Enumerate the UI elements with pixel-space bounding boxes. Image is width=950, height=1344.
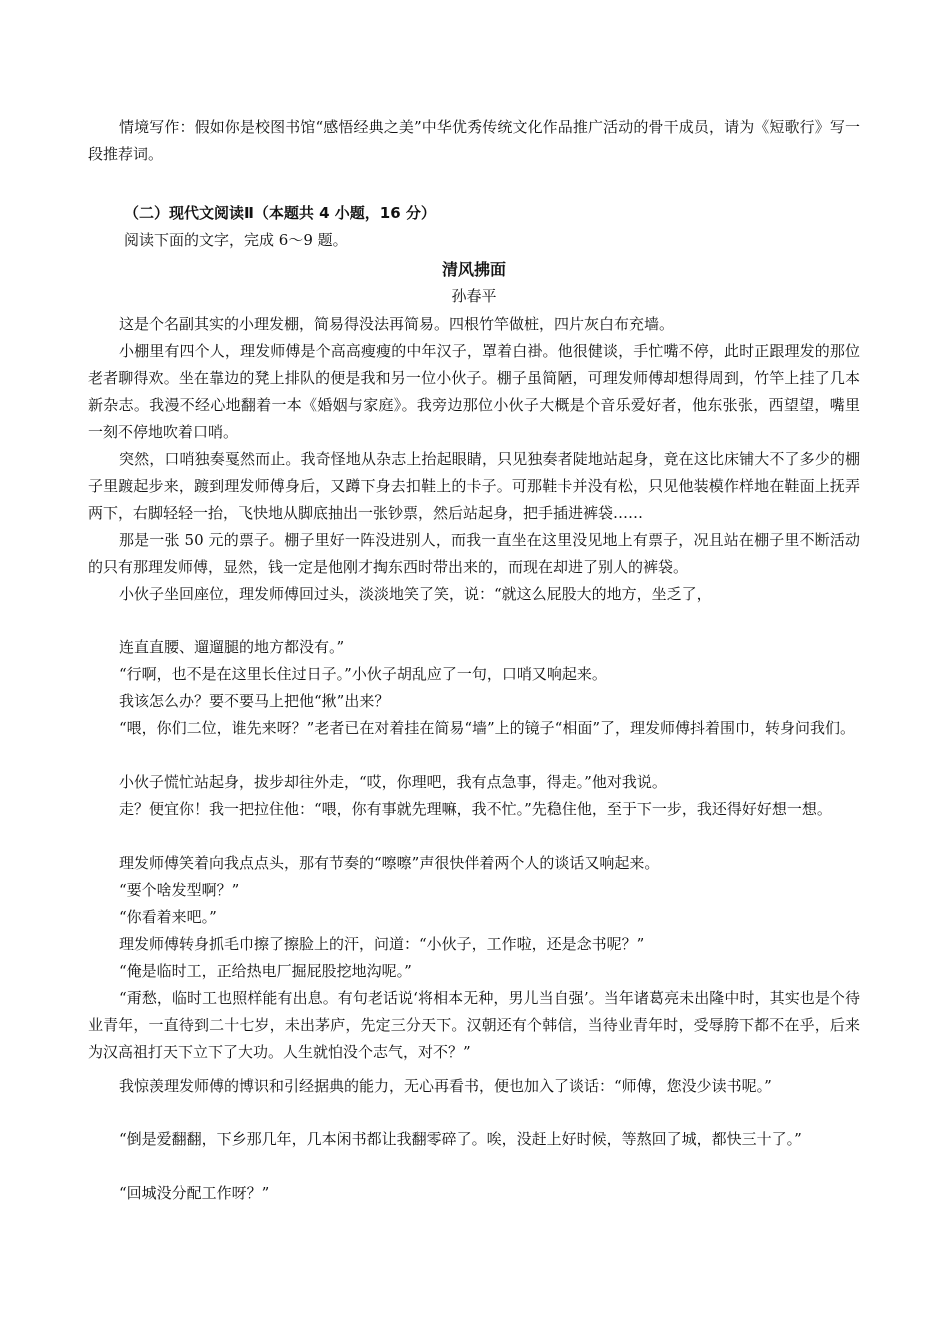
paragraph-14: “你看着来吧。” [119,908,217,926]
paragraph-16: “俺是临时工，正给热电厂掘屁股挖地沟呢。” [119,962,412,980]
paragraph-2: 小棚里有四个人，理发师傅是个高高瘦瘦的中年汉子，罩着白褂。他很健谈，手忙嘴不停，此时正跟理发的那位老者聊得欢。坐在靠边的凳上排队的便是我和另一位小伙子。棚子虽简陋，可理发师傅却想得周到，竹竿上挂了几本新杂志。我漫不经心地翻着一本《婚姻与家庭》。我旁边那位小伙子大概是个音乐爱好者，他东张张，西望望，嘴里一刻不停地吹着口哨。 [88,342,860,441]
paragraph-19: “倒是爱翻翻，下乡那几年，几本闲书都让我翻零碎了。唉，没赶上好时候，等熬回了城，都快三十了。” [119,1130,802,1148]
paragraph-4: 那是一张 50 元的票子。棚子里好一阵没进别人，而我一直坐在这里没见地上有票子，况且站在棚子里不断活动的只有那理发师傅，显然，钱一定是他刚才掏东西时带出来的，而现在却进了别人的裤袋。 [88,531,860,576]
paragraph-18: 我惊羡理发师傅的博识和引经据典的能力，无心再看书，便也加入了谈话：“师傅，您没少读书呢。” [119,1077,772,1095]
paragraph-10: 小伙子慌忙站起身，拔步却往外走，“哎，你理吧，我有点急事，得走。”他对我说。 [119,773,667,791]
writing-prompt: 情境写作：假如你是校图书馆“感悟经典之美”中华优秀传统文化作品推广活动的骨干成员，请为《短歌行》写一段推荐词。 [88,118,860,163]
section-heading: （二）现代文阅读Ⅱ（本题共 4 小题，16 分） [124,204,436,222]
paragraph-9: “喂，你们二位，谁先来呀？”老者已在对着挂在简易“墙”上的镜子“相面”了，理发师傅抖着围巾，转身问我们。 [119,719,856,737]
paragraph-20: “回城没分配工作呀？” [119,1184,270,1202]
paragraph-5: 小伙子坐回座位，理发师傅回过头，淡淡地笑了笑，说：“就这么屁股大的地方，坐乏了， [119,585,712,603]
paragraph-1: 这是个名副其实的小理发棚，简易得没法再简易。四根竹竿做桩，四片灰白布充墙。 [119,315,675,333]
paragraph-13: “要个啥发型啊？” [119,881,240,899]
paragraph-7: “行啊，也不是在这里长住过日子。”小伙子胡乱应了一句，口哨又响起来。 [119,665,607,683]
paragraph-11: 走？便宜你！我一把拉住他：“喂，你有事就先理嘛，我不忙。”先稳住他，至于下一步，我还得好好想一想。 [119,800,832,818]
paragraph-12: 理发师傅笑着向我点点头，那有节奏的“嚓嚓”声很快伴着两个人的谈话又响起来。 [119,854,660,872]
paragraph-8: 我该怎么办？要不要马上把他“揪”出来？ [119,692,390,710]
story-author: 孙春平 [451,287,497,305]
paragraph-17: “甭愁，临时工也照样能有出息。有句老话说‘将相本无种，男儿当自强’。当年诸葛亮未出隆中时，其实也是个待业青年，一直待到二十七岁，未出茅庐，先定三分天下。汉朝还有个韩信，当待业青年时，受辱胯下都不在乎，后来为汉高祖打天下立下了大功。人生就怕没个志气，对不？” [88,989,860,1061]
paragraph-15: 理发师傅转身抓毛巾擦了擦脸上的汗，问道：“小伙子，工作啦，还是念书呢？” [119,935,645,953]
paragraph-3: 突然，口哨独奏戛然而止。我奇怪地从杂志上抬起眼睛，只见独奏者陡地站起身，竟在这比床铺大不了多少的棚子里踱起步来，踱到理发师傅身后，又蹲下身去扣鞋上的卡子。可那鞋卡并没有松，只见他装模作样地在鞋面上抚弄两下，右脚轻轻一抬，飞快地从脚底抽出一张钞票，然后站起身，把手插进裤袋…… [88,450,860,522]
story-title: 清风拂面 [441,260,506,279]
paragraph-6: 连直直腰、遛遛腿的地方都没有。” [119,638,345,656]
reading-instruction: 阅读下面的文字，完成 6～9 题。 [124,231,348,249]
